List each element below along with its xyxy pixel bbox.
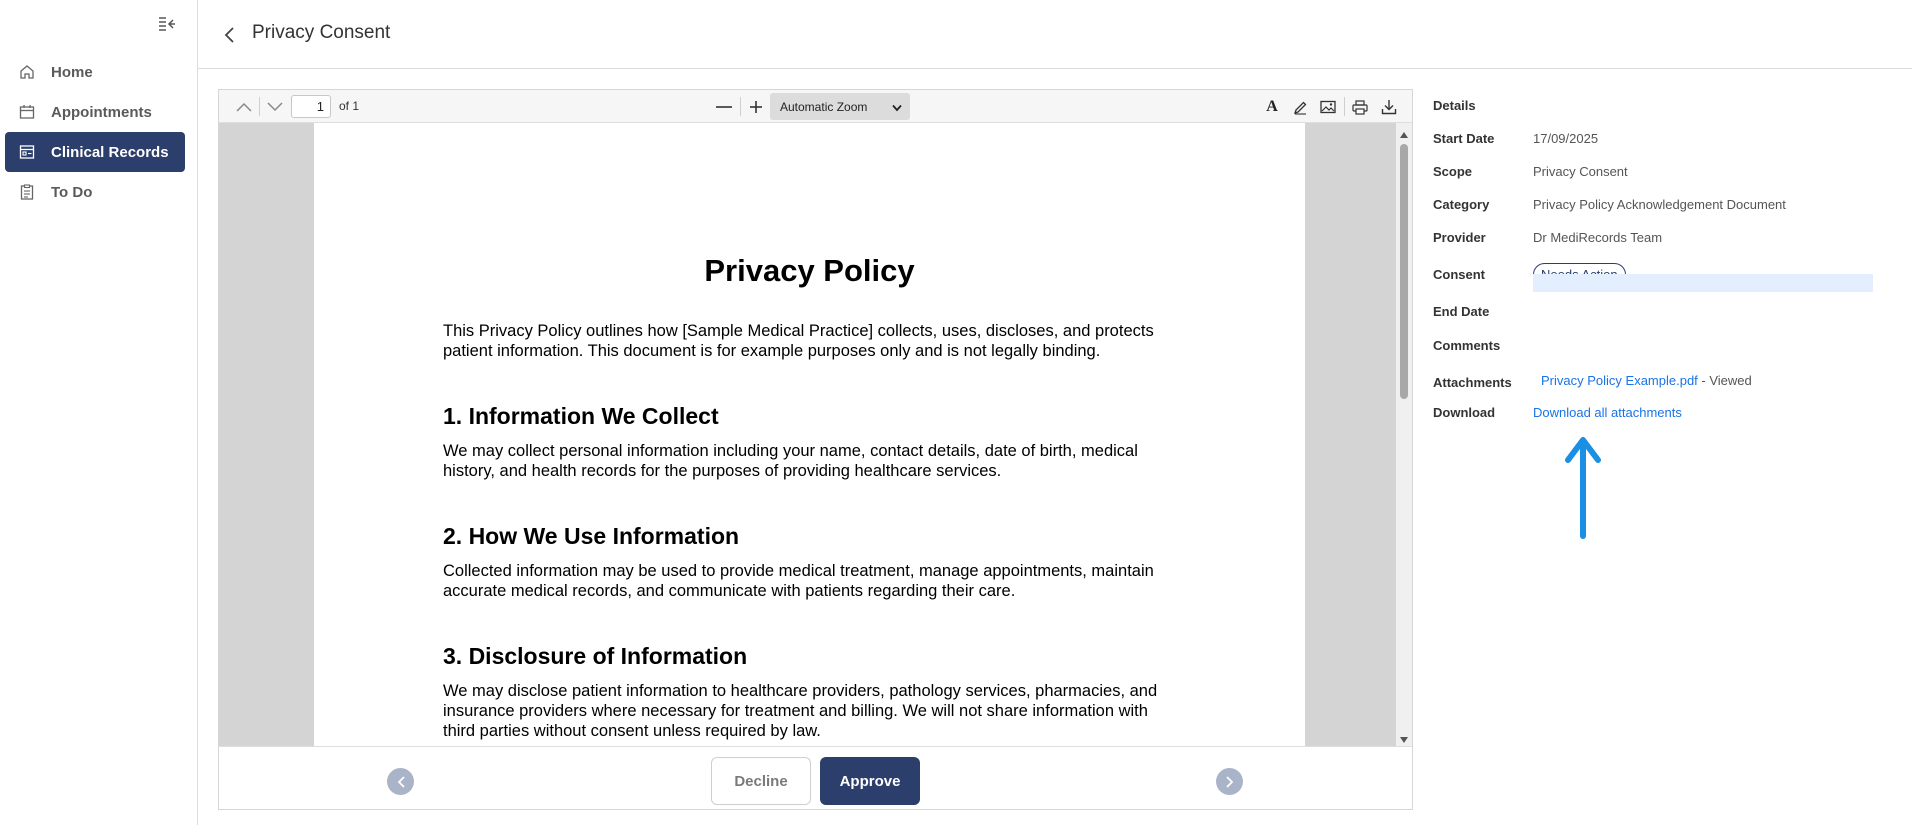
- image-tool-icon[interactable]: [1317, 96, 1339, 118]
- detail-label: Scope: [1433, 164, 1473, 179]
- zoom-select[interactable]: [770, 93, 910, 120]
- sidebar-item-appointments[interactable]: [5, 92, 185, 132]
- annotation-arrow-icon: [1563, 432, 1603, 542]
- document-scrollbar[interactable]: [1396, 123, 1412, 746]
- detail-label: Attachments: [1433, 375, 1512, 390]
- sidebar-item-home[interactable]: [5, 52, 185, 92]
- sidebar-item-to-do[interactable]: [5, 172, 185, 212]
- detail-row-category: [1433, 195, 1883, 215]
- home-icon: [17, 62, 37, 82]
- document-intro: This Privacy Policy outlines how [Sample Medical Practice] collects, uses, discloses, and protects patient information. This document is for example purposes only and is not legally binding.: [443, 322, 1154, 360]
- section-text: Collected information may be used to provide medical treatment, manage appointments, maintain accurate medical records, and communicate with patients regarding their care.: [443, 562, 1154, 600]
- detail-label: End Date: [1433, 304, 1490, 319]
- document-title: Privacy Policy: [704, 253, 915, 288]
- detail-label: Comments: [1433, 338, 1501, 353]
- sidebar-item-clinical-records[interactable]: [5, 132, 185, 172]
- detail-row-scope: [1433, 162, 1883, 182]
- detail-value: Privacy Policy Acknowledgement Document: [1533, 197, 1786, 212]
- page-count-label: of 1: [339, 99, 360, 113]
- zoom-out-icon[interactable]: [713, 96, 735, 118]
- decline-button[interactable]: Decline: [711, 757, 811, 805]
- sidebar-item-label: Home: [51, 63, 93, 81]
- scrollbar-thumb[interactable]: [1400, 144, 1408, 399]
- detail-value: 17/09/2025: [1533, 131, 1599, 146]
- sidebar-item-label: Clinical Records: [51, 143, 169, 161]
- zoom-in-icon[interactable]: [745, 96, 767, 118]
- download-icon[interactable]: [1378, 96, 1400, 118]
- document-area[interactable]: [219, 123, 1396, 746]
- back-chevron-icon[interactable]: [220, 24, 238, 46]
- attachment-highlight: [1533, 274, 1873, 292]
- detail-row-download: [1433, 403, 1883, 423]
- sidebar-item-label: To Do: [51, 183, 93, 201]
- detail-value: Privacy Consent: [1533, 164, 1628, 179]
- sidebar: [0, 0, 198, 825]
- calendar-icon: [17, 102, 37, 122]
- attachment-status: - Viewed: [1697, 373, 1752, 388]
- viewer-footer: [219, 746, 1412, 809]
- records-icon: [17, 142, 37, 162]
- sidebar-nav: [5, 52, 185, 212]
- page-header: [198, 0, 1912, 69]
- detail-value: Dr MediRecords Team: [1533, 230, 1663, 245]
- print-icon[interactable]: [1349, 96, 1371, 118]
- page-title: Privacy Consent: [252, 22, 391, 43]
- attachment-link[interactable]: [1541, 373, 1752, 388]
- toolbar-divider: [259, 97, 260, 116]
- next-page-icon[interactable]: [264, 96, 286, 118]
- section-text: We may collect personal information including your name, contact details, date of birth, medical history, and health records for the purposes of providing healthcare services.: [443, 442, 1138, 480]
- attachment-name[interactable]: Privacy Policy Example.pdf: [1541, 373, 1698, 388]
- section-heading: 2. How We Use Information: [443, 523, 740, 549]
- detail-row-comments: [1433, 336, 1883, 356]
- approve-button[interactable]: Approve: [820, 757, 920, 805]
- next-document-button[interactable]: [1216, 768, 1243, 795]
- draw-tool-icon[interactable]: [1289, 96, 1311, 118]
- previous-document-button[interactable]: [387, 768, 414, 795]
- detail-label: Category: [1433, 197, 1490, 212]
- detail-label: Provider: [1433, 230, 1486, 245]
- toolbar-divider: [740, 97, 741, 116]
- detail-row-end-date: [1433, 302, 1883, 322]
- previous-page-icon[interactable]: [233, 96, 255, 118]
- detail-row-provider: [1433, 228, 1883, 248]
- pdf-toolbar: [219, 90, 1412, 123]
- details-heading: Details: [1433, 98, 1476, 113]
- document-page: [314, 123, 1305, 746]
- download-all-attachments-link[interactable]: Download all attachments: [1533, 405, 1682, 420]
- detail-label: Download: [1433, 405, 1496, 420]
- section-heading: 1. Information We Collect: [443, 403, 719, 429]
- detail-label: Start Date: [1433, 131, 1495, 146]
- scroll-up-icon[interactable]: [1399, 126, 1409, 144]
- sidebar-item-label: Appointments: [51, 103, 152, 121]
- chevron-down-icon: [892, 101, 902, 115]
- pdf-viewer: [218, 89, 1413, 810]
- text-tool-icon[interactable]: A: [1266, 98, 1278, 115]
- detail-row-start-date: [1433, 129, 1883, 149]
- detail-label: Consent: [1433, 267, 1485, 282]
- checklist-icon: [17, 182, 37, 202]
- section-heading: 3. Disclosure of Information: [443, 643, 748, 669]
- section-text: We may disclose patient information to healthcare providers, pathology services, pharmacies, and insurance providers where necessary for treatment and billing. We will not share information with third parties without consent unless required by law.: [443, 682, 1158, 740]
- page-number-input[interactable]: [291, 95, 331, 118]
- collapse-sidebar-icon[interactable]: [157, 14, 177, 34]
- detail-row-attachments: [1433, 370, 1883, 390]
- zoom-select-value: Automatic Zoom: [780, 99, 868, 114]
- toolbar-divider: [1344, 97, 1345, 116]
